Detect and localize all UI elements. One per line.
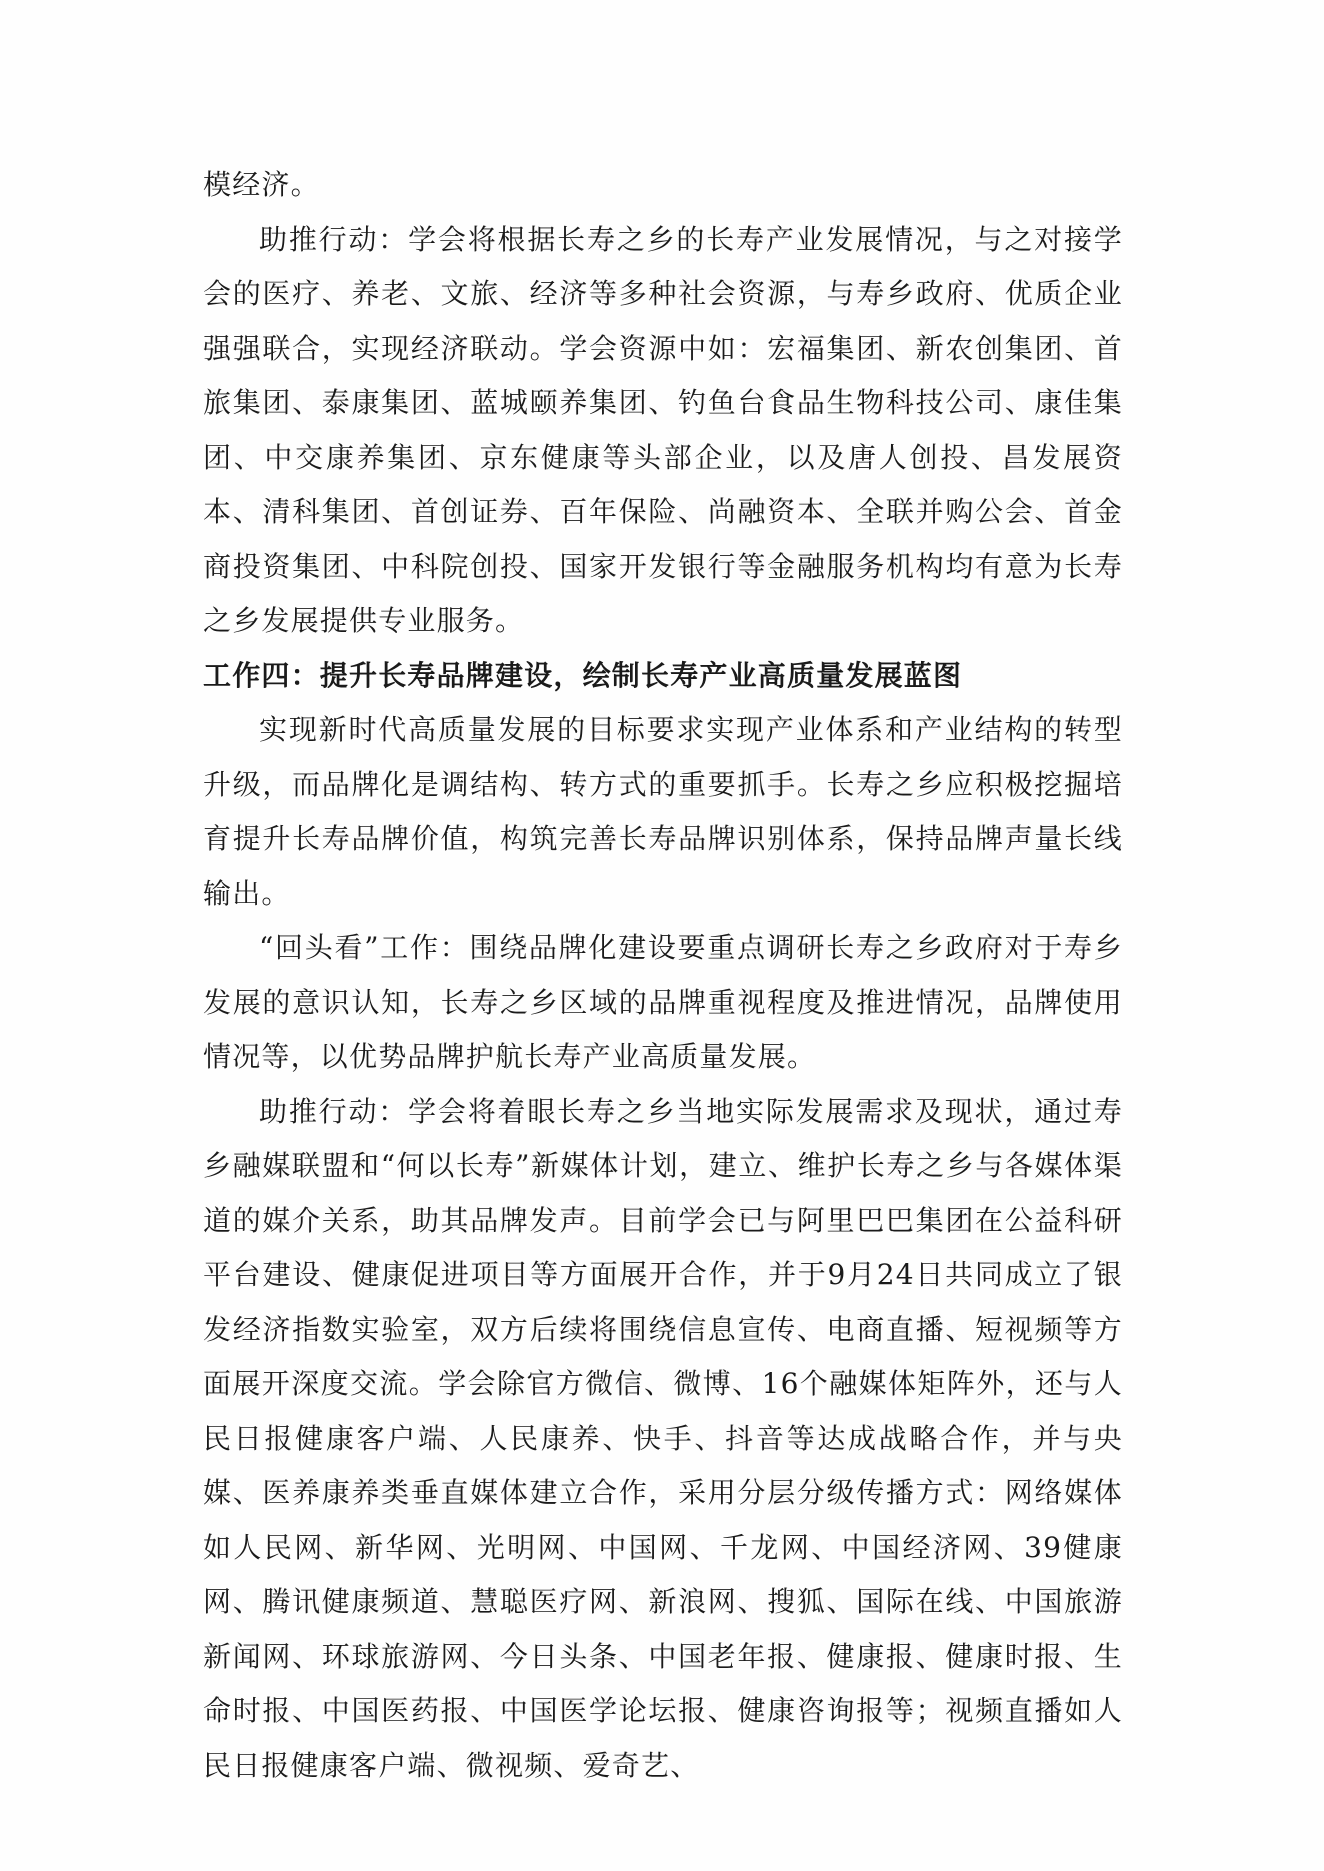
- section-heading-work-four: 工作四：提升长寿品牌建设，绘制长寿产业高质量发展蓝图: [203, 658, 963, 692]
- paragraph-continuation: 模经济。: [203, 168, 320, 201]
- paragraph-promotion-action-media: 助推行动：学会将着眼长寿之乡当地实际发展需求及现状，通过寿乡融媒联盟和“何以长寿”新媒体计划，建立、维护长寿之乡与各媒体渠道的媒介关系，助其品牌发声。目前学会已与阿里巴巴集团在公益科研平台建设、健康促进项目等方面展开合作，并于9月24日共同成立了银发经济指数实验室，双方后续将围绕信息宣传、电商直播、短视频等方面展开深度交流。学会除官方微信、微博、16个融媒体矩阵外，还与人民日报健康客户端、人民康养、快手、抖音等达成战略合作，并与央媒、医养康养类垂直媒体建立合作，采用分层分级传播方式：网络媒体如人民网、新华网、光明网、中国网、千龙网、中国经济网、39健康网、腾讯健康频道、慧聪医疗网、新浪网、搜狐、国际在线、中国旅游新闻网、环球旅游网、今日头条、中国老年报、健康报、健康时报、生命时报、中国医药报、中国医学论坛报、健康咨询报等；视频直播如人民日报健康客户端、微视频、爱奇艺、: [203, 1094, 1123, 1782]
- paragraph-brand-upgrade: 实现新时代高质量发展的目标要求实现产业体系和产业结构的转型升级，而品牌化是调结构、转方式的重要抓手。长寿之乡应积极挖掘培育提升长寿品牌价值，构筑完善长寿品牌识别体系，保持品牌声量长线输出。: [203, 713, 1123, 910]
- paragraph-review-work: “回头看”工作：围绕品牌化建设要重点调研长寿之乡政府对于寿乡发展的意识认知，长寿之乡区域的品牌重视程度及推进情况，品牌使用情况等，以优势品牌护航长寿产业高质量发展。: [203, 931, 1123, 1073]
- document-body: [203, 158, 1123, 1793]
- paragraph-promotion-action-economy: 助推行动：学会将根据长寿之乡的长寿产业发展情况，与之对接学会的医疗、养老、文旅、经济等多种社会资源，与寿乡政府、优质企业强强联合，实现经济联动。学会资源中如：宏福集团、新农创集团、首旅集团、泰康集团、蓝城颐养集团、钓鱼台食品生物科技公司、康佳集团、中交康养集团、京东健康等头部企业，以及唐人创投、昌发展资本、清科集团、首创证券、百年保险、尚融资本、全联并购公会、首金商投资集团、中科院创投、国家开发银行等金融服务机构均有意为长寿之乡发展提供专业服务。: [203, 222, 1123, 637]
